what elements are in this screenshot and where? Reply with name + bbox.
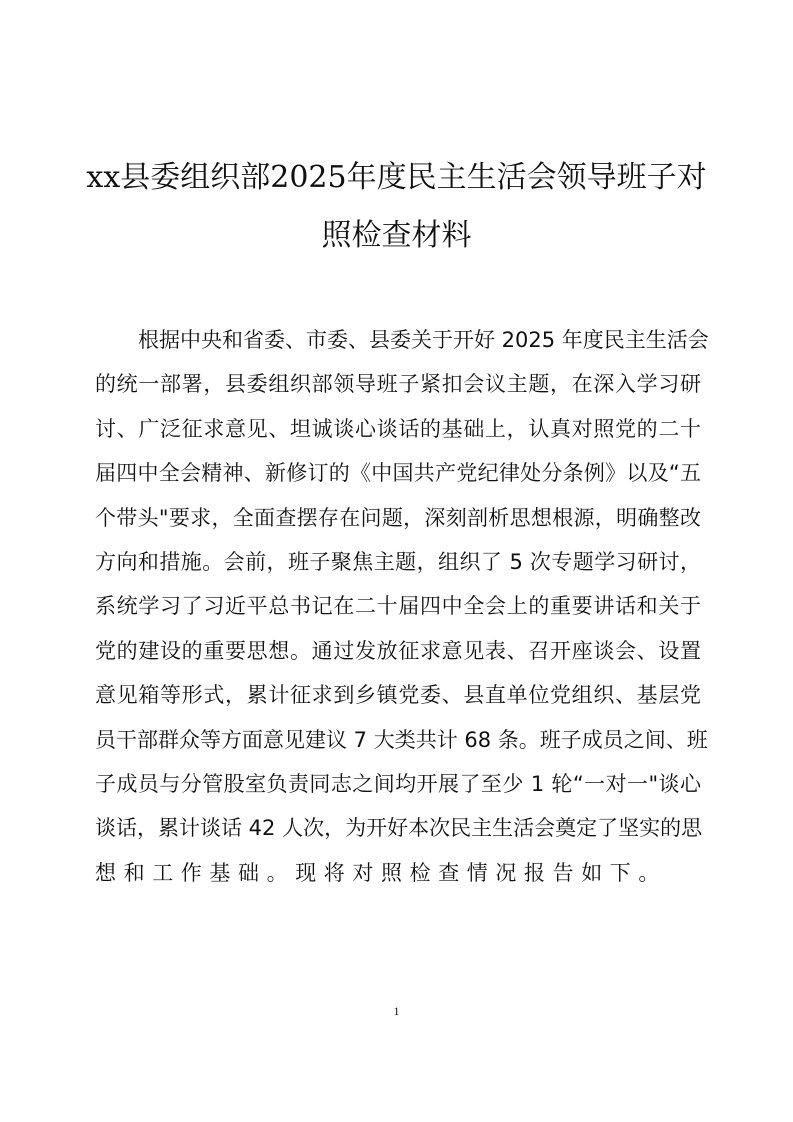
body-line: 方向和措施。会前，班子聚焦主题，组织了 5 次专题学习研讨， xyxy=(95,549,701,574)
body-line: 系统学习了习近平总书记在二十届四中全会上的重要讲话和关于 xyxy=(95,594,701,619)
body-line: 谈话，累计谈话 42 人次，为开好本次民主生活会奠定了坚实的思 xyxy=(95,816,703,841)
body-line: 根据中央和省委、市委、县委关于开好 2025 年度民主生活会 xyxy=(138,328,709,352)
body-line: 想和工作基础。现将对照检查情况报告如下。 xyxy=(95,860,667,885)
page-number: 1 xyxy=(393,1004,400,1018)
body-line: 届四中全会精神、新修订的《中国共产党纪律处分条例》以及“五 xyxy=(95,461,701,486)
body-line: 党的建设的重要思想。通过发放征求意见表、召开座谈会、设置 xyxy=(95,638,701,663)
body-line: 员干部群众等方面意见建议 7 大类共计 68 条。班子成员之间、班 xyxy=(95,727,708,752)
body-line: 讨、广泛征求意见、坦诚谈心谈话的基础上，认真对照党的二十 xyxy=(95,416,701,441)
document-title-line-1: xx县委组织部2025年度民主生活会领导班子对 xyxy=(86,160,707,195)
body-line: 意见箱等形式，累计征求到乡镇党委、县直单位党组织、基层党 xyxy=(95,683,701,708)
document-body-paragraph xyxy=(95,320,709,897)
body-line: 的统一部署，县委组织部领导班子紧扣会议主题，在深入学习研 xyxy=(95,372,701,397)
body-line: 子成员与分管股室负责同志之间均开展了至少 1 轮“一对一"谈心 xyxy=(95,771,701,796)
body-line: 个带头"要求，全面查摆存在问题，深刻剖析思想根源，明确整改 xyxy=(95,505,701,530)
document-title-line-2: 照检查材料 xyxy=(321,218,472,253)
